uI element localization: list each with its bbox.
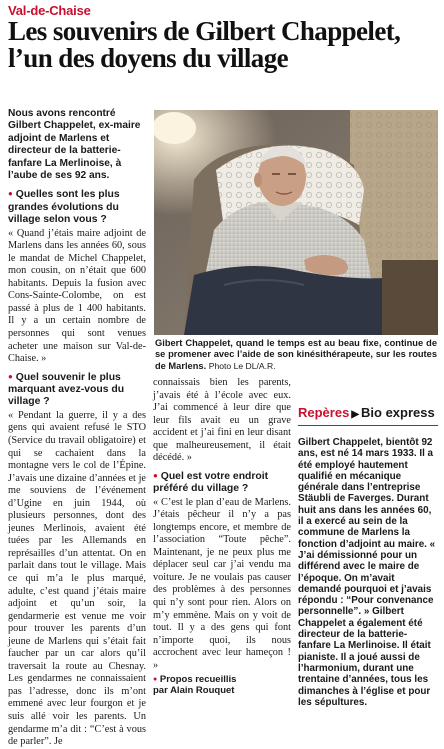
question-1-text: Quelles sont les plus grandes évolutions du village selon vous ? [8, 189, 120, 226]
bullet-icon: ● [153, 470, 158, 480]
bullet-icon: ● [8, 189, 13, 199]
photo-credit: Photo Le DL/A.R. [208, 360, 276, 371]
section-kicker: Val-de-Chaise [8, 3, 91, 18]
question-3-text: Quel est votre endroit préféré du village ? [153, 470, 269, 495]
middle-column [153, 377, 291, 696]
arrow-icon: ▶ [351, 409, 360, 420]
byline [153, 674, 291, 696]
bullet-icon: ● [153, 676, 158, 684]
byline-line-2: par Alain Rouquet [153, 685, 235, 697]
answer-3: « C’est le plan d’eau de Marlens. J’étais pêcheur il n’y a pas longtemps encore, et membre de l’association “Toute pêche”. Maintenant, je ne peux plus me déplacer seul car j’ai vendu ma voiture. Je ne voulais pas causer des problèmes à des personnes qui n’y sont pour rien. Alors on m’y emmène. Mais on y voit de tout. Il y a des gens qui font n’importe quoi, ils nous accrochent avec leur hameçon ! » [153, 496, 291, 671]
photo-caption [155, 338, 437, 372]
sidebar-header [298, 404, 438, 422]
bullet-icon: ● [8, 371, 13, 381]
question-1 [8, 188, 146, 226]
article-lead: Nous avons rencontré Gilbert Chappelet, ex-maire adjoint de Marlens et directeur de la batterie-fanfare La Merlinoise, à l’aube de ses 92 ans. [8, 108, 141, 182]
sidebar-body: Gilbert Chappelet, bientôt 92 ans, est né 14 mars 1933. Il a été employé hautement qualifié en mécanique générale dans l’entreprise Stäubli de Faverges. Durant huit ans dans les années 60, il a exercé au sein de la commune de Marlens la fonction d’adjoint au maire. « J’ai démissionné pour un différend avec le maire de l’époque. On m’avait demandé pourquoi et j’avais répondu : “Pour convenance personnelle”. » Gilbert Chappelet a également été directeur de la batterie-fanfare La Merlinoise. Il était pianiste. Il a joué aussi de l’harmonium, durant une trentaine d’années, tous les dimanches à l’église et pour les sépultures. [298, 437, 436, 708]
answer-1: « Quand j’étais maire adjoint de Marlens dans les années 60, sous le mandat de Michel Chappelet, mon cousin, on n’était que 600 habitants. Depuis la fusion avec Cons-Sainte-Colombe, on est passé à plus de 1 400 habitants. Il y a un certain nombre de personnes qui sont venues acheter une maison sur Val-de-Chaise. » [8, 227, 146, 365]
article-headline: Les souvenirs de Gilbert Chappelet, l’un des doyens du village [8, 16, 401, 73]
question-2-text: Quel souvenir le plus marquant avez-vous du village ? [8, 371, 125, 408]
sidebar-divider [298, 425, 438, 426]
sidebar-title-secondary: Bio express [361, 405, 435, 420]
question-3 [153, 470, 291, 496]
answer-2: « Pendant la guerre, il y a des gens qui avaient refusé le STO (Service du travail obligatoire) et qui se cachaient dans la montagne vers le col de l’Épine. J’avais une dizaine d’années et je me souviens de l’événement d’Ugine en juin 1944, où plusieurs personnes, dont des jeunes Merlinois, avaient été tuées par les Allemands en représailles d’un attentat. On en parlait dans tout le village. Mais ce qui m’a le plus marqué, adulte, c’est quand j’étais maire adjoint et qu’un soir, la gendarmerie est venue me voir pour trouver les parents d’un jeune de Marlens qui s’était fait faucher par un car alors qu’il traversait la route au Chesnay. Les gendarmes ne connaissaient pas l’adresse, donc ils m’ont emmené avec leur fourgon et je suis allé voir les parents. Un gendarme m’a dit : “C’est à vous de parler”. Je [8, 409, 146, 748]
caption-text: Gibert Chappelet, quand le temps est au beau fixe, continue de se promener avec l’aide de son kinésithérapeute, sur les routes de Marlens. [155, 338, 437, 371]
portrait-photo [154, 110, 438, 335]
byline-line-1: Propos recueillis [159, 674, 237, 686]
portrait-photo-illustration [154, 110, 438, 335]
question-2 [8, 371, 146, 409]
sidebar-title-primary: Repères [298, 405, 350, 420]
left-column [8, 108, 146, 749]
answer-2-continued: connaissais bien les parents, j’avais été à l’école avec eux. J’ai commencé à leur dire que leur fils avait eu un grave accident et j’ai fini en leur disant que malheureusement, il était décédé. » [153, 377, 291, 464]
